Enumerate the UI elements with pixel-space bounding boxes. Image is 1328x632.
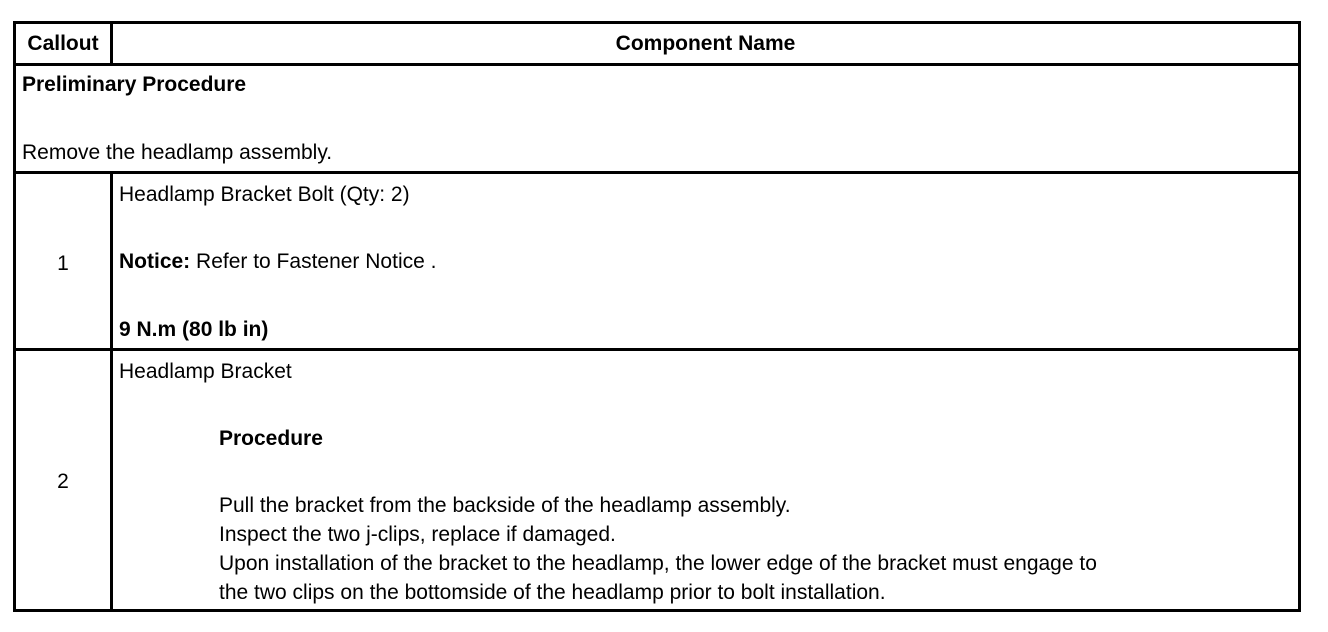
header-divider bbox=[16, 63, 1298, 66]
preliminary-text: Remove the headlamp assembly. bbox=[22, 141, 333, 164]
procedure-table bbox=[13, 21, 1301, 612]
row2-step-3: Upon installation of the bracket to the headlamp, the lower edge of the bracket must engage to bbox=[219, 552, 1097, 575]
row1-torque: 9 N.m (80 lb in) bbox=[119, 318, 269, 341]
row2-step-1: Pull the bracket from the backside of the headlamp assembly. bbox=[219, 494, 791, 517]
row1-notice-label: Notice: bbox=[119, 250, 191, 273]
header-column-divider bbox=[110, 24, 113, 63]
row2-callout: 2 bbox=[57, 470, 69, 493]
row2-procedure-title: Procedure bbox=[219, 427, 323, 450]
row1-notice-text: Refer to Fastener Notice . bbox=[190, 250, 437, 273]
row1-divider bbox=[16, 348, 1298, 351]
row2-step-4: the two clips on the bottomside of the headlamp prior to bolt installation. bbox=[219, 581, 886, 604]
row1-callout: 1 bbox=[57, 252, 69, 275]
header-component-name: Component Name bbox=[615, 32, 796, 55]
row2-step-2: Inspect the two j-clips, replace if damaged. bbox=[219, 523, 616, 546]
row1-notice bbox=[119, 247, 436, 276]
callout-column-divider bbox=[110, 174, 113, 612]
preliminary-divider bbox=[16, 171, 1298, 174]
row1-name: Headlamp Bracket Bolt (Qty: 2) bbox=[119, 183, 410, 206]
row2-name: Headlamp Bracket bbox=[119, 360, 292, 383]
preliminary-title: Preliminary Procedure bbox=[22, 73, 247, 96]
header-callout: Callout bbox=[27, 32, 99, 55]
